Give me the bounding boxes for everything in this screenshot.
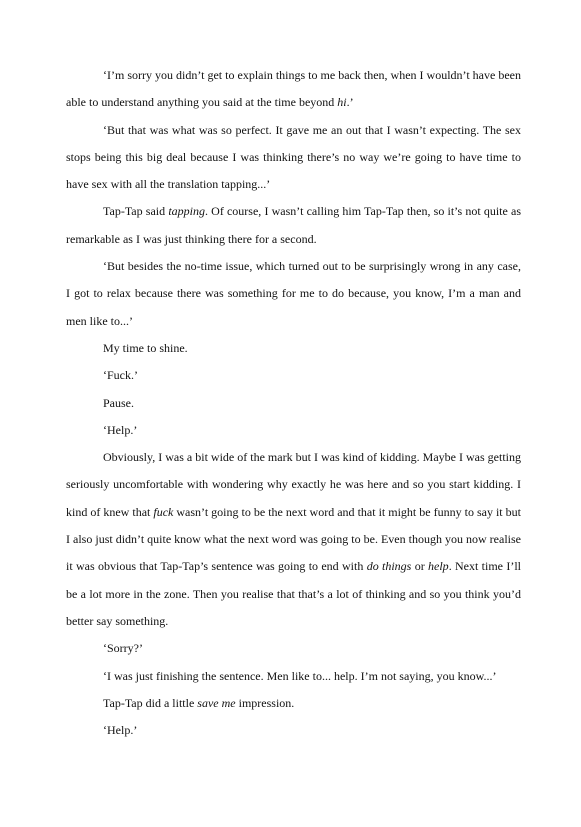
text-run: wasn’t going to be the next word and that it might be funny to say it but I also just didn’t quite know what the next word was going to be. Even though you now realise it was obvious that Tap-Tap’s sentence was going to end with xyxy=(66,504,521,574)
text-run: ‘Sorry?’ xyxy=(103,641,143,656)
text-run: ‘I was just finishing the sentence. Men like to... help. I’m not saying, you know...’ xyxy=(103,668,497,683)
paragraph-7 xyxy=(66,390,521,417)
body-text xyxy=(66,62,521,744)
italic-text: do things xyxy=(366,559,412,574)
paragraph-1 xyxy=(66,62,521,117)
text-run: Tap-Tap did a little xyxy=(103,695,198,710)
text-run: Tap-Tap said xyxy=(103,204,169,219)
text-run: ‘But that was what was so perfect. It gave me an out that I wasn’t expecting. The sex stops being this big deal because I was thinking there’s no way we’re going to have time to have sex with all the translation tapping...’ xyxy=(66,122,521,192)
text-run: ‘Fuck.’ xyxy=(103,368,138,383)
paragraph-10 xyxy=(66,635,521,662)
text-run: Obviously, I was a bit wide of the mark but I was kind of kidding. Maybe I was getting seriously uncomfortable with wondering why exactly he was here and so you start kidding. I kind of knew that xyxy=(66,450,521,519)
text-run: Pause. xyxy=(103,395,134,410)
paragraph-9 xyxy=(66,444,521,635)
paragraph-8 xyxy=(66,417,521,444)
text-run: ‘Help.’ xyxy=(103,422,138,437)
paragraph-5 xyxy=(66,335,521,362)
paragraph-4 xyxy=(66,253,521,335)
text-run: ‘But besides the no-time issue, which turned out to be surprisingly wrong in any case, I got to relax because there was something for me to do because, you know, I’m a man and men like to...’ xyxy=(66,259,521,328)
text-run: . Of course, I wasn’t calling him Tap-Tap then, so it’s not quite as remarkable as I was just thinking there for a second. xyxy=(66,204,521,246)
text-run: My time to shine. xyxy=(103,340,188,355)
paragraph-12 xyxy=(66,690,521,717)
text-run: . Next time I’ll be a lot more in the zone. Then you realise that that’s a lot of thinking and so you think you’d better say something. xyxy=(66,559,521,628)
text-run: or xyxy=(411,559,429,574)
italic-text: save me xyxy=(197,695,236,710)
paragraph-3 xyxy=(66,198,521,253)
text-run: ‘I’m sorry you didn’t get to explain things to me back then, when I wouldn’t have been able to understand anything you said at the time beyond xyxy=(66,68,521,110)
italic-text: help xyxy=(428,559,449,574)
text-run: .’ xyxy=(346,95,354,110)
paragraph-13 xyxy=(66,717,521,744)
paragraph-2 xyxy=(66,117,521,199)
text-run: ‘Help.’ xyxy=(103,723,138,738)
paragraph-11 xyxy=(66,663,521,690)
italic-text: fuck xyxy=(153,504,174,519)
paragraph-6 xyxy=(66,362,521,389)
italic-text: tapping xyxy=(168,204,205,219)
text-run: impression. xyxy=(235,695,295,710)
italic-text: hi xyxy=(337,95,347,110)
